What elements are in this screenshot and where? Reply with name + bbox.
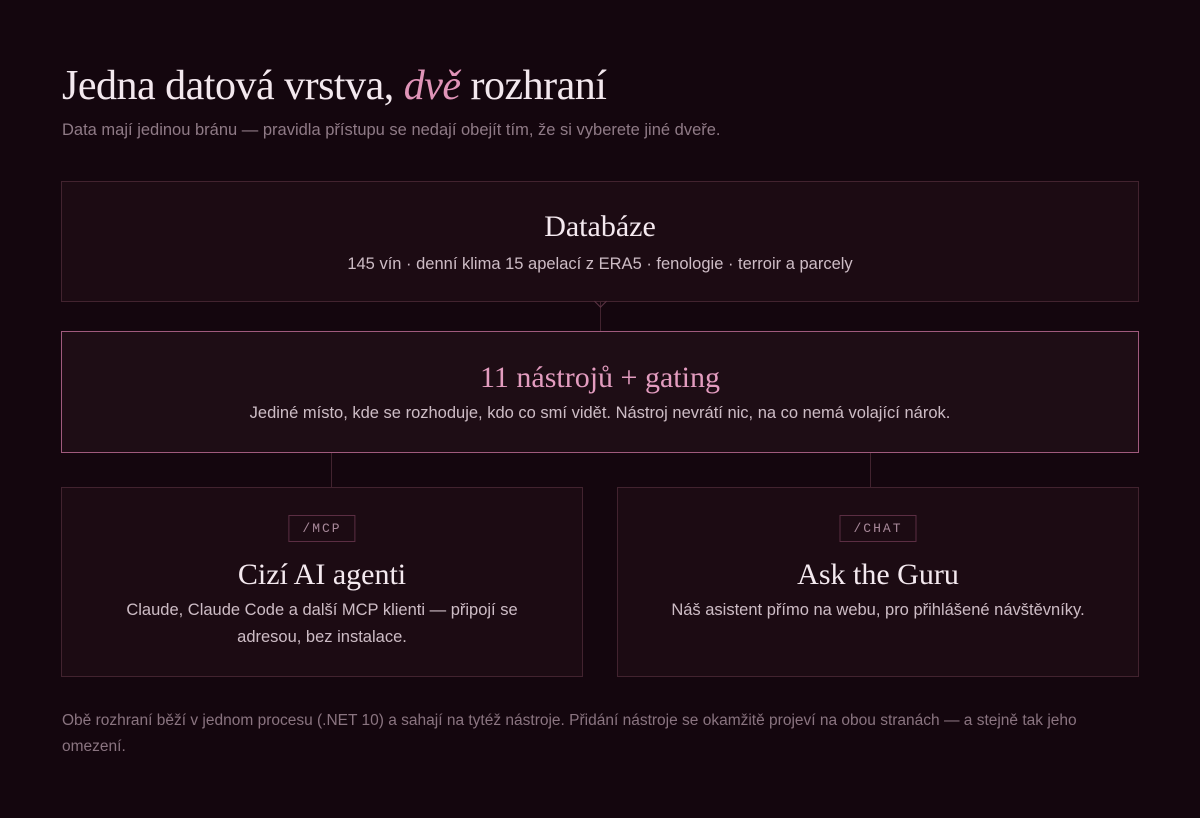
interface-title-mcp: Cizí AI agenti [237,558,407,591]
interface-card-mcp [61,487,583,677]
endpoint-tag-chat: /CHAT [839,515,916,542]
footer-note: Obě rozhraní běží v jednom procesu (.NET 10) a sahají na tytéž nástroje. Přidání nástroje se okamžitě projeví na obou stranách — a stejně tak jeho omezení. [62,712,1077,755]
tools-title: 11 nástrojů + gating [480,361,720,394]
page-subtitle: Data mají jedinou bránu — pravidla přístupu se nedají obejít tím, že si vyberete jiné dveře. [62,121,721,139]
connector-tools-chat [870,453,871,487]
page-title [62,62,606,110]
interface-card-chat [617,487,1139,677]
tools-description: Jediné místo, kde se rozhoduje, kdo co smí vidět. Nástroj nevrátí nic, na co nemá volající nárok. [249,404,951,422]
database-title: Databáze [544,210,656,243]
database-description: 145 vín · denní klima 15 apelací z ERA5 · fenologie · terroir a parcely [347,255,853,273]
title-part-1: Jedna datová vrstva, [62,63,404,109]
interface-description-chat: Náš asistent přímo na webu, pro přihlášené návštěvníky. [671,601,1085,619]
connector-tools-mcp [331,453,332,487]
interface-description-mcp: Claude, Claude Code a další MCP klienti — připojí se adresou, bez instalace. [126,601,518,646]
endpoint-tag-mcp: /MCP [288,515,355,542]
tools-gating-box [61,331,1139,453]
title-part-2: rozhraní [460,63,607,109]
interface-title-chat: Ask the Guru [797,558,959,591]
title-accent: dvě [403,63,461,109]
database-box [61,181,1139,302]
